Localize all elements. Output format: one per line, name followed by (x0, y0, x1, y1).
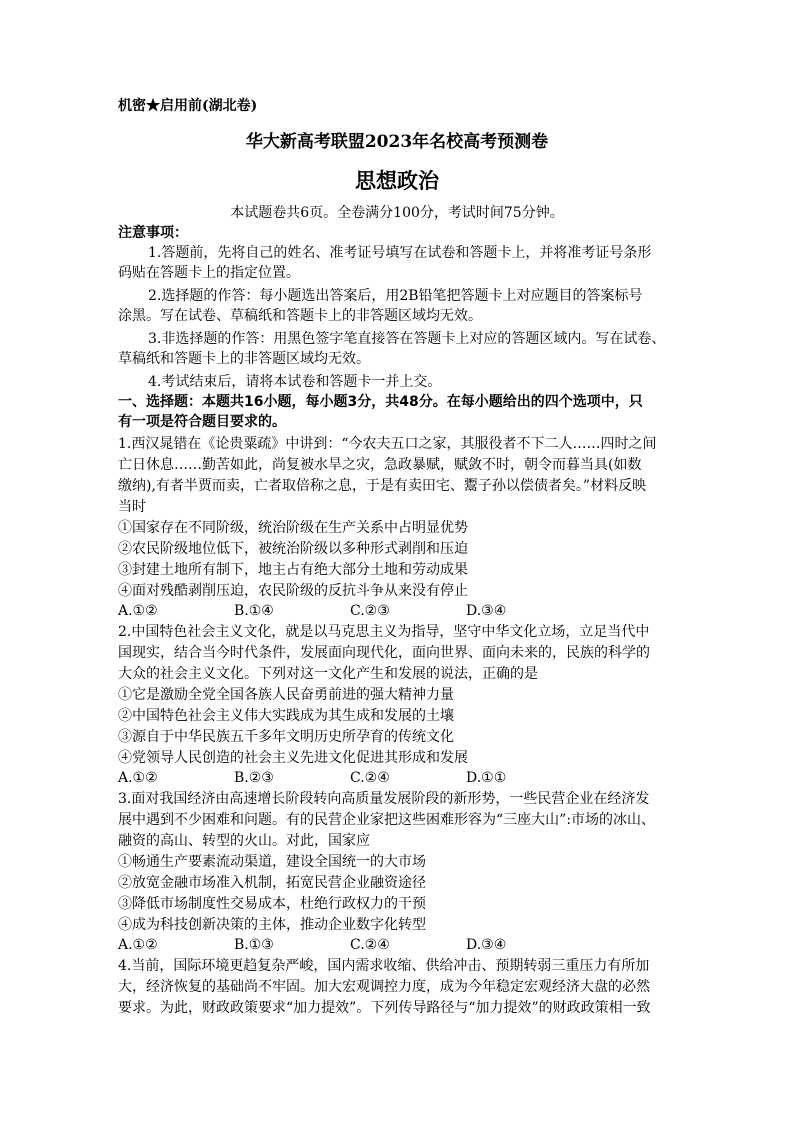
note-line: 4.考试结束后，请将本试卷和答题卡一并上交。 (148, 374, 442, 390)
option-b: B.①③ (234, 937, 274, 953)
exam-info: 本试题卷共6页。全卷满分100分，考试时间75分钟。 (230, 205, 564, 221)
question-stem: 大，经济恢复的基础尚不牢固。加大宏观调控力度，成为今年稳定宏观经济大盘的必然 (118, 979, 650, 995)
note-line: 涂黑。写在试卷、草稿纸和答题卡上的非答题区域均无效。 (118, 308, 482, 324)
subject-title: 思想政治 (355, 168, 439, 193)
option-c: C.②④ (350, 937, 390, 953)
choice-item: ③源自于中华民族五千多年文明历史所孕育的传统文化 (118, 729, 454, 745)
note-line: 2.选择题的作答：每小题选出答案后，用2B铅笔把答题卡上对应题目的答案标号 (148, 288, 643, 304)
question-stem: 1.西汉晁错在《论贵粟疏》中讲到：“今农夫五口之家，其服役者不下二人……四时之间 (118, 436, 657, 452)
option-d: D.③④ (466, 603, 507, 619)
note-line: 码贴在答题卡上的指定位置。 (118, 265, 300, 281)
notes-heading: 注意事项： (118, 225, 188, 241)
section-heading: 有一项是符合题目要求的。 (118, 414, 286, 430)
choice-item: ④党领导人民创造的社会主义先进文化促进其形成和发展 (118, 750, 468, 766)
option-b: B.①④ (234, 603, 274, 619)
option-a: A.①② (118, 937, 158, 953)
question-stem: 当时 (118, 499, 146, 515)
choice-item: ①它是激励全党全国各族人民奋勇前进的强大精神力量 (118, 687, 454, 703)
question-stem: 融资的高山、转型的火山。对此，国家应 (118, 833, 370, 849)
choice-item: ①畅通生产要素流动渠道，建设全国统一的大市场 (118, 854, 426, 870)
option-c: C.②③ (350, 603, 390, 619)
question-stem: 3.面对我国经济由高速增长阶段转向高质量发展阶段的新形势，一些民营企业在经济发 (118, 791, 650, 807)
choice-item: ③封建土地所有制下，地主占有绝大部分土地和劳动成果 (118, 562, 468, 578)
question-stem: 要求。为此，财政政策要求“加力提效”。下列传导路径与“加力提效”的财政政策相一致 (118, 1000, 651, 1016)
choice-item: ②放宽金融市场准入机制，拓宽民营企业融资途径 (118, 875, 426, 891)
note-line: 1.答题前，先将自己的姓名、准考证号填写在试卷和答题卡上，并将准考证号条形 (148, 245, 652, 261)
choice-item: ②中国特色社会主义伟大实践成为其生成和发展的土壤 (118, 708, 454, 724)
question-stem: 2.中国特色社会主义文化，就是以马克思主义为指导，坚守中华文化立场，立足当代中 (118, 624, 650, 640)
exam-title: 华大新高考联盟2023年名校高考预测卷 (245, 132, 549, 152)
choice-item: ④成为科技创新决策的主体，推动企业数字化转型 (118, 917, 426, 933)
option-a: A.①② (118, 770, 158, 786)
choice-item: ②农民阶级地位低下，被统治阶级以多种形式剥削和压迫 (118, 541, 468, 557)
choice-item: ①国家存在不同阶级，统治阶级在生产关系中占明显优势 (118, 520, 468, 536)
option-a: A.①② (118, 603, 158, 619)
section-heading: 一、选择题：本题共16小题，每小题3分，共48分。在每小题给出的四个选项中，只 (118, 394, 643, 410)
option-d: D.①① (466, 770, 507, 786)
option-c: C.②④ (350, 770, 390, 786)
question-stem: 展中遇到不少困难和问题。有的民营企业家把这些困难形容为“三座大山”:市场的冰山、 (118, 812, 656, 828)
question-stem: 大众的社会主义文化。下列对这一文化产生和发展的说法，正确的是 (118, 666, 538, 682)
option-b: B.②③ (234, 770, 274, 786)
note-line: 草稿纸和答题卡上的非答题区域均无效。 (118, 351, 370, 367)
question-stem: 缴纳),有者半贾而卖，亡者取倍称之息，于是有卖田宅、鬻子孙以偿债者矣。”材料反映 (118, 478, 647, 494)
confidential-label: 机密★启用前(湖北卷) (118, 98, 258, 114)
note-line: 3.非选择题的作答：用黑色签字笔直接答在答题卡上对应的答题区域内。写在试卷、 (148, 331, 666, 347)
question-stem: 亡日休息……勤苦如此，尚复被水旱之灾，急政暴赋，赋敛不时，朝令而暮当具(如数 (118, 457, 642, 473)
option-d: D.③④ (466, 937, 507, 953)
question-stem: 4.当前，国际环境更趋复杂严峻，国内需求收缩、供给冲击、预期转弱三重压力有所加 (118, 958, 650, 974)
choice-item: ④面对残酷剥削压迫，农民阶级的反抗斗争从来没有停止 (118, 583, 468, 599)
question-stem: 国现实，结合当今时代条件，发展面向现代化，面向世界、面向未来的，民族的科学的 (118, 645, 650, 661)
choice-item: ③降低市场制度性交易成本，杜绝行政权力的干预 (118, 896, 426, 912)
